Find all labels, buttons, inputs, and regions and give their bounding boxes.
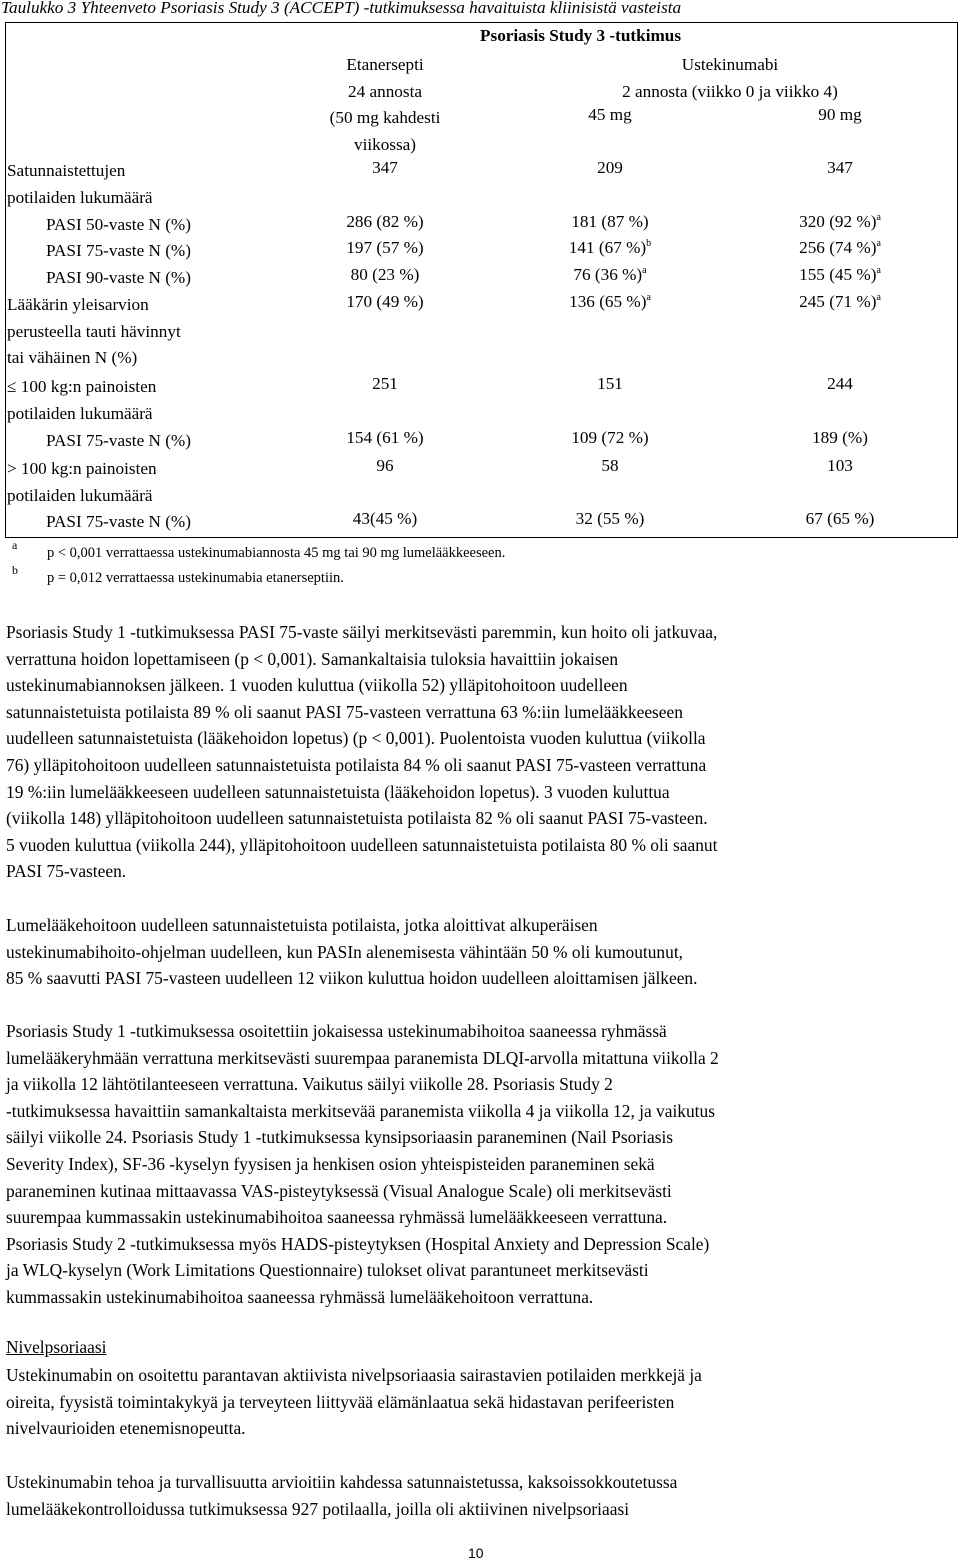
cell-value: 103 [827, 456, 853, 475]
cell-value: 256 (74 %) [799, 238, 877, 257]
cell-value: 347 [372, 158, 398, 177]
row-label-line: potilaiden lukumäärä [7, 485, 153, 505]
cell-value: 109 (72 %) [571, 428, 649, 447]
row-label [7, 374, 156, 427]
cell-value: 170 (49 %) [346, 292, 424, 311]
cell-v1 [320, 292, 450, 312]
text-line: ja viikolla 12 lähtötilanteeseen verrattuna. Vaikutus säilyi viikolle 28. Psoriasis Study 2 [6, 1074, 613, 1095]
cell-value: 96 [376, 456, 394, 475]
cell-v2 [520, 374, 700, 394]
cell-v3 [745, 212, 935, 232]
text-line: ustekinumabiannoksen jälkeen. 1 vuoden kuluttua (viikolla 52) ylläpitohoitoon uudelleen [6, 675, 628, 696]
cell-value: 80 (23 %) [350, 265, 420, 284]
text-line: Ustekinumabin on osoitettu parantavan aktiivista nivelpsoriaasia sairastavien potilaiden merkkejä ja [6, 1365, 702, 1385]
cell-v1 [320, 238, 450, 258]
row-label [46, 265, 191, 292]
row-label-line: perusteella tauti hävinnyt [7, 321, 181, 341]
cell-value: 136 (65 %) [569, 292, 647, 311]
footnote-mark-b: b [12, 563, 18, 577]
cell-superscript: a [876, 292, 881, 303]
cell-value: 181 (87 %) [571, 212, 649, 231]
cell-v3 [745, 292, 935, 312]
etanercept-line: 24 annosta [348, 81, 422, 101]
row-label [46, 238, 191, 265]
cell-value: 189 (%) [812, 428, 868, 447]
cell-superscript: a [876, 238, 881, 249]
paragraph-placebo-retreatment [6, 912, 956, 992]
row-label [46, 428, 191, 455]
cell-value: 76 (36 %) [573, 265, 643, 284]
text-line: 5 vuoden kuluttua (viikolla 244), ylläpitohoitoon uudelleen satunnaistetuista potilaista 80 % oli saanut [6, 834, 718, 855]
cell-value: 141 (67 %) [568, 238, 647, 257]
cell-value: 245 (71 %) [799, 292, 877, 311]
cell-v2 [520, 212, 700, 232]
text-line: 76) ylläpitohoitoon uudelleen satunnaistetuista potilaista 84 % oli saanut PASI 75-vasteen verrattuna [6, 754, 707, 775]
cell-v2 [520, 238, 700, 258]
dose-90-header: 90 mg [818, 105, 862, 124]
cell-v3 [745, 428, 935, 448]
row-label-line: tai vähäinen N (%) [7, 348, 138, 367]
cell-value: 286 (82 %) [346, 212, 424, 231]
paragraph-quality-of-life [6, 1018, 956, 1311]
paragraph-pasi-maintenance [6, 619, 956, 885]
row-label-line: PASI 90-vaste N (%) [46, 268, 191, 287]
row-label-line: ≤ 100 kg:n painoisten [7, 377, 157, 396]
text-line: Severity Index), SF-36 -kyselyn fyysisen ja henkisen osion yhteispisteiden paraneminen sekä [6, 1153, 655, 1174]
row-label [7, 456, 157, 509]
etanercept-header [320, 52, 450, 158]
row-label [7, 292, 181, 372]
cell-v3 [745, 238, 935, 258]
text-line: ustekinumabihoito-ohjelman uudelleen, kun PASIn alenemisesta vähintään 50 % oli kumoutunut, [6, 941, 684, 962]
text-line: Ustekinumabin tehoa ja turvallisuutta arvioitiin kahdessa satunnaistetussa, kaksoissokkoutetussa [6, 1472, 678, 1492]
ustekinumab-header [520, 52, 940, 105]
cell-value: 347 [827, 158, 853, 177]
text-line: suurempaa kummassakin ustekinumabihoitoa saaneessa ryhmässä lumelääkkeeseen verrattuna. [6, 1207, 668, 1228]
text-line: ja WLQ-kyselyn (Work Limitations Questionnaire) tulokset olivat parantuneet merkitsevästi [6, 1260, 649, 1281]
row-label-line: potilaiden lukumäärä [7, 187, 153, 207]
cell-v2 [520, 456, 700, 476]
cell-value: 197 (57 %) [346, 238, 424, 257]
text-line: Psoriasis Study 2 -tutkimuksessa myös HADS-pisteytyksen (Hospital Anxiety and Depression Scale) [6, 1233, 710, 1254]
cell-v1 [320, 265, 450, 285]
text-line: paraneminen kutinaa mittaavassa VAS-pisteytyksessä (Visual Analogue Scale) oli merkitsevästi [6, 1180, 672, 1201]
page-number: 10 [468, 1545, 484, 1561]
text-line: lumelääkekontrolloidussa tutkimuksessa 927 potilaalla, joilla oli aktiivinen nivelpsoriaasi [6, 1498, 630, 1519]
cell-v1 [320, 509, 450, 529]
row-label-line: PASI 50-vaste N (%) [46, 215, 191, 234]
dose-45-header: 45 mg [588, 105, 632, 124]
row-label [46, 509, 191, 536]
cell-v2 [520, 509, 700, 529]
text-line: lumelääkeryhmään verrattuna merkitsevästi suurempaa paranemista DLQI-arvolla mitattuna viikolla 2 [6, 1047, 719, 1068]
text-line: Psoriasis Study 1 -tutkimuksessa PASI 75-vaste säilyi merkitsevästi paremmin, kun hoito oli jatkuvaa, [6, 622, 718, 642]
cell-v3 [745, 374, 935, 394]
cell-v3 [745, 158, 935, 178]
row-label [46, 212, 191, 239]
paragraph-trial-description [6, 1469, 956, 1522]
row-label-line: Satunnaistettujen [7, 161, 126, 180]
cell-value: 155 (45 %) [799, 265, 877, 284]
text-line: kummassakin ustekinumabihoitoa saaneessa ryhmässä lumelääkehoitoon verrattuna. [6, 1286, 594, 1307]
row-label-line: > 100 kg:n painoisten [7, 459, 157, 478]
footnote-b: p = 0,012 verrattaessa ustekinumabia etanerseptiin. [47, 570, 344, 586]
row-label-line: potilaiden lukumäärä [7, 403, 153, 423]
cell-v1 [320, 374, 450, 394]
text-line: PASI 75-vasteen. [6, 861, 127, 882]
cell-v3 [745, 509, 935, 529]
section-heading: Nivelpsoriaasi [6, 1337, 107, 1357]
cell-value: 251 [372, 374, 398, 393]
text-line: Psoriasis Study 1 -tutkimuksessa osoitettiin jokaisessa ustekinumabihoitoa saaneessa ryhmässä [6, 1021, 667, 1041]
cell-v2 [520, 158, 700, 178]
cell-v1 [320, 456, 450, 476]
text-line: säilyi viikolle 24. Psoriasis Study 1 -tutkimuksessa kynsipsoriaasin paraneminen (Nail Psoriasis [6, 1127, 674, 1148]
cell-superscript: a [642, 265, 647, 276]
footnote-mark-a: a [12, 538, 18, 552]
cell-superscript: b [646, 238, 652, 249]
cell-v3 [745, 265, 935, 285]
cell-v3 [745, 456, 935, 476]
ustekinumab-line: 2 annosta (viikko 0 ja viikko 4) [622, 81, 838, 101]
paragraph-psoriatic-arthritis [6, 1362, 956, 1442]
cell-superscript: a [876, 212, 881, 223]
table-caption: Taulukko 3 Yhteenveto Psoriasis Study 3 (ACCEPT) -tutkimuksessa havaituista kliinisistä vasteista [1, 0, 682, 17]
cell-value: 67 (65 %) [805, 509, 875, 528]
cell-v1 [320, 428, 450, 448]
cell-value: 151 [597, 374, 623, 393]
footnote-a: p < 0,001 verrattaessa ustekinumabiannosta 45 mg tai 90 mg lumelääkkeeseen. [47, 545, 506, 561]
row-label-line: PASI 75-vaste N (%) [46, 241, 191, 260]
cell-value: 244 [827, 374, 853, 393]
cell-v2 [520, 292, 700, 312]
cell-v2 [520, 428, 700, 448]
cell-superscript: a [646, 292, 651, 303]
study-header: Psoriasis Study 3 -tutkimus [480, 26, 682, 45]
row-label-line: PASI 75-vaste N (%) [46, 431, 191, 450]
row-label-line: Lääkärin yleisarvion [7, 295, 149, 314]
etanercept-line: (50 mg kahdesti [329, 108, 441, 127]
cell-v1 [320, 158, 450, 178]
text-line: verrattuna hoidon lopettamiseen (p < 0,001). Samankaltaisia tuloksia havaittiin jokaisen [6, 648, 619, 669]
etanercept-line: viikossa) [353, 134, 417, 154]
text-line: nivelvaurioiden etenemisnopeutta. [6, 1418, 246, 1439]
cell-value: 32 (55 %) [575, 509, 645, 528]
text-line: 19 %:iin lumelääkkeeseen uudelleen satunnaistetuista (lääkehoidon lopetus). 3 vuoden kuluttua [6, 781, 670, 802]
row-label [7, 158, 153, 211]
text-line: 85 % saavutti PASI 75-vasteen uudelleen 12 viikon kuluttua hoidon uudelleen aloittamisen jälkeen. [6, 968, 698, 989]
cell-value: 320 (92 %) [799, 212, 877, 231]
cell-superscript: a [876, 265, 881, 276]
cell-v1 [320, 212, 450, 232]
text-line: Lumelääkehoitoon uudelleen satunnaistetuista potilaista, jotka aloittivat alkuperäisen [6, 915, 598, 935]
cell-value: 43(45 %) [352, 509, 418, 528]
cell-value: 209 [597, 158, 623, 177]
text-line: -tutkimuksessa havaittiin samankaltaista merkitsevää paranemista viikolla 4 ja viikolla 12, ja vaikutus [6, 1100, 715, 1121]
text-line: (viikolla 148) ylläpitohoitoon uudelleen satunnaistetuista potilaista 82 % oli saanut PASI 75-vasteen. [6, 808, 708, 829]
text-line: uudelleen satunnaistetuista (lääkehoidon lopetus) (p < 0,001). Puolentoista vuoden kuluttua (viikolla [6, 728, 706, 749]
cell-v2 [520, 265, 700, 285]
etanercept-line: Etanersepti [346, 55, 424, 74]
cell-value: 58 [601, 456, 619, 475]
text-line: oireita, fyysistä toimintakykyä ja terveyteen liittyvää elämänlaatua sekä hidastavan perifeeristen [6, 1391, 675, 1412]
row-label-line: PASI 75-vaste N (%) [46, 512, 191, 531]
text-line: satunnaistetuista potilaista 89 % oli saanut PASI 75-vasteen verrattuna 63 %:iin lumelääkkeeseen [6, 701, 683, 722]
ustekinumab-line: Ustekinumabi [681, 55, 779, 74]
cell-value: 154 (61 %) [346, 428, 424, 447]
